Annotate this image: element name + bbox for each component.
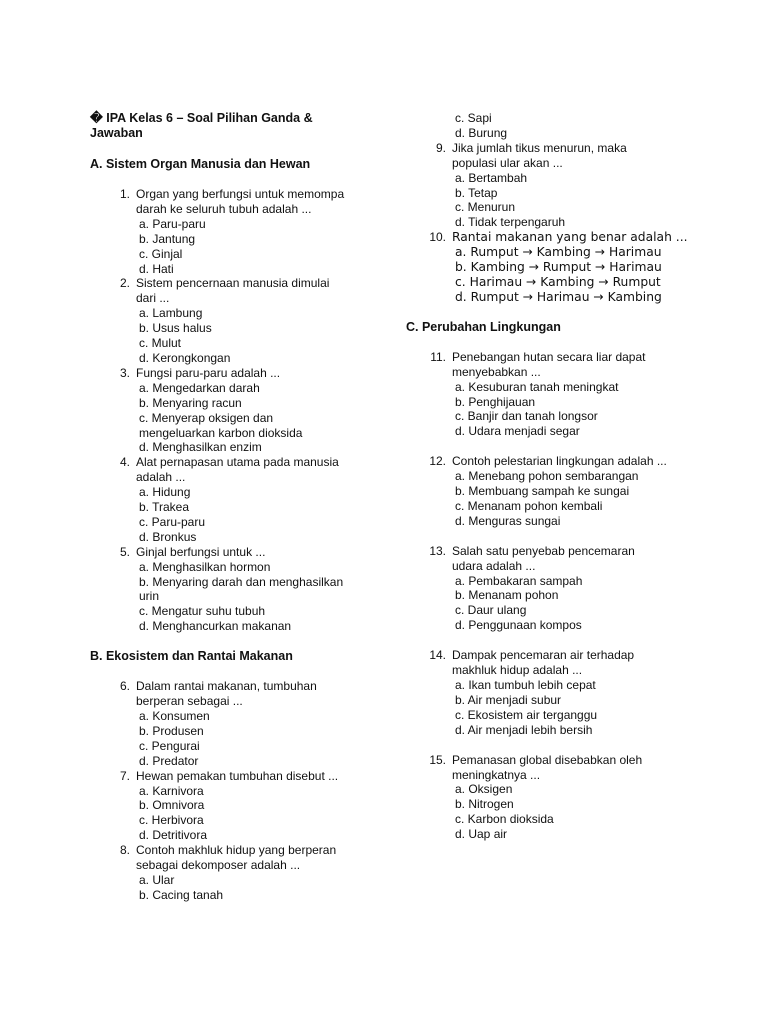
question-text: Penebangan hutan secara liar dapat menyebabkan ... xyxy=(452,349,646,379)
option-a: a. Ular xyxy=(139,872,175,887)
option-d: d. Tidak terpengaruh xyxy=(455,215,566,230)
option-b: b. Menyaring racun xyxy=(139,395,242,410)
question-3 xyxy=(90,366,370,455)
question-number: 3. xyxy=(119,365,130,380)
option-a: a. Menebang pohon sembarangan xyxy=(455,469,639,484)
option-d: d. Air menjadi lebih bersih xyxy=(455,722,593,737)
question-5 xyxy=(90,545,370,634)
option-c: c. Herbivora xyxy=(139,813,204,828)
option-d: d. Menghasilkan enzim xyxy=(139,440,262,455)
question-text: Contoh makhluk hidup yang berperan sebagai dekomposer adalah ... xyxy=(136,843,337,873)
question-number: 13. xyxy=(429,543,446,558)
question-6 xyxy=(90,679,370,768)
question-9 xyxy=(406,141,696,230)
option-b: b. Membuang sampah ke sungai xyxy=(455,484,630,499)
question-text: Dampak pencemaran air terhadap makhluk hidup adalah ... xyxy=(452,648,635,678)
option-c: c. Sapi xyxy=(455,111,492,125)
option-b: b. Produsen xyxy=(139,723,204,738)
option-c: c. Ekosistem air terganggu xyxy=(455,707,598,722)
question-number: 10. xyxy=(429,230,446,245)
option-b: b. Nitrogen xyxy=(455,797,514,812)
question-text: Pemanasan global disebabkan oleh meningkatnya ... xyxy=(452,752,643,782)
question-number: 7. xyxy=(119,768,130,783)
option-d: d. Rumput → Harimau → Kambing xyxy=(455,289,662,304)
option-b: b. Cacing tanah xyxy=(139,887,224,902)
option-b: b. Menyaring darah dan menghasilkan urin xyxy=(139,574,344,604)
question-14 xyxy=(406,648,696,737)
option-b: b. Usus halus xyxy=(139,321,212,336)
option-c: c. Banjir dan tanah longsor xyxy=(455,409,598,424)
question-number: 9. xyxy=(435,140,446,155)
question-12 xyxy=(406,454,696,529)
option-d: d. Udara menjadi segar xyxy=(455,424,580,439)
right-column xyxy=(406,111,696,842)
question-8 xyxy=(90,843,370,903)
question-15 xyxy=(406,753,696,842)
section-title-b: B. Ekosistem dan Rantai Makanan xyxy=(90,649,293,664)
option-b: b. Air menjadi subur xyxy=(455,692,562,707)
option-c: c. Karbon dioksida xyxy=(455,812,554,827)
option-c: c. Menurun xyxy=(455,200,516,215)
question-10 xyxy=(406,230,696,305)
option-d: d. Menguras sungai xyxy=(455,513,561,528)
question-2 xyxy=(90,276,370,365)
option-b: b. Jantung xyxy=(139,231,196,246)
section-title-a: A. Sistem Organ Manusia dan Hewan xyxy=(90,157,311,171)
option-c: c. Pengurai xyxy=(139,738,200,753)
option-d: d. Burung xyxy=(455,125,508,140)
option-d: d. Kerongkongan xyxy=(139,350,231,365)
question-number: 5. xyxy=(119,544,130,559)
question-number: 1. xyxy=(119,187,130,201)
option-b: b. Trakea xyxy=(139,500,190,515)
option-c: c. Daur ulang xyxy=(455,603,527,618)
option-d: d. Predator xyxy=(139,753,199,768)
option-a: a. Konsumen xyxy=(139,709,210,723)
option-a: a. Kesuburan tanah meningkat xyxy=(455,379,619,394)
question-11 xyxy=(406,350,696,439)
question-number: 15. xyxy=(429,752,446,767)
option-c: c. Paru-paru xyxy=(139,514,206,529)
question-text: Ginjal berfungsi untuk ... xyxy=(136,544,266,559)
option-b: b. Tetap xyxy=(455,185,498,200)
option-b: b. Omnivora xyxy=(139,798,205,813)
option-a: a. Karnivora xyxy=(139,783,204,798)
option-a: a. Paru-paru xyxy=(139,216,206,231)
option-d: d. Uap air xyxy=(455,827,508,842)
option-a: a. Oksigen xyxy=(455,782,513,797)
option-b: b. Penghijauan xyxy=(455,394,536,409)
question-8-continued xyxy=(406,111,696,141)
section-title-c: C. Perubahan Lingkungan xyxy=(406,319,561,334)
option-a: a. Bertambah xyxy=(455,170,528,185)
question-1 xyxy=(90,187,370,276)
question-number: 11. xyxy=(430,349,446,364)
option-d: d. Penggunaan kompos xyxy=(455,618,582,633)
option-a: a. Rumput → Kambing → Harimau xyxy=(455,245,662,260)
question-number: 4. xyxy=(119,455,130,470)
option-d: d. Hati xyxy=(139,261,174,276)
question-text: Fungsi paru-paru adalah ... xyxy=(136,365,281,380)
question-number: 8. xyxy=(119,843,130,858)
question-text: Alat pernapasan utama pada manusia adalah ... xyxy=(136,455,339,485)
option-a: a. Hidung xyxy=(139,485,191,500)
option-c: c. Harimau → Kambing → Rumput xyxy=(455,274,661,289)
option-a: a. Menghasilkan hormon xyxy=(139,559,271,574)
option-a: a. Ikan tumbuh lebih cepat xyxy=(455,678,596,692)
option-c: c. Mengatur suhu tubuh xyxy=(139,604,266,619)
question-text: Hewan pemakan tumbuhan disebut ... xyxy=(136,768,339,783)
question-number: 2. xyxy=(119,276,130,291)
question-text: Dalam rantai makanan, tumbuhan berperan sebagai ... xyxy=(136,679,317,709)
option-c: c. Menyerap oksigen dan mengeluarkan karbon dioksida xyxy=(139,410,303,440)
option-d: d. Bronkus xyxy=(139,529,197,544)
question-number: 14. xyxy=(429,648,446,663)
question-text: Rantai makanan yang benar adalah ... xyxy=(452,230,688,245)
left-column xyxy=(90,111,370,903)
question-number: 12. xyxy=(429,454,446,469)
question-number: 6. xyxy=(119,679,130,694)
option-b: b. Kambing → Rumput → Harimau xyxy=(455,260,662,275)
option-a: a. Mengedarkan darah xyxy=(139,380,260,395)
question-text: Contoh pelestarian lingkungan adalah ... xyxy=(452,454,667,469)
question-7 xyxy=(90,769,370,844)
question-text: Jika jumlah tikus menurun, maka populasi ular akan ... xyxy=(452,140,627,170)
option-c: c. Mulut xyxy=(139,336,182,351)
option-a: a. Lambung xyxy=(139,306,203,321)
option-c: c. Menanam pohon kembali xyxy=(455,498,603,513)
question-4 xyxy=(90,455,370,544)
option-c: c. Ginjal xyxy=(139,246,183,261)
question-13 xyxy=(406,544,696,633)
document-title: � IPA Kelas 6 – Soal Pilihan Ganda & Jawaban xyxy=(90,111,313,140)
option-b: b. Menanam pohon xyxy=(455,588,559,603)
question-text: Salah satu penyebab pencemaran udara adalah ... xyxy=(452,543,635,573)
option-d: d. Detritivora xyxy=(139,828,208,843)
question-text: Organ yang berfungsi untuk memompa darah ke seluruh tubuh adalah ... xyxy=(136,187,345,216)
option-a: a. Pembakaran sampah xyxy=(455,573,583,588)
option-d: d. Menghancurkan makanan xyxy=(139,619,292,634)
question-text: Sistem pencernaan manusia dimulai dari ... xyxy=(136,276,330,306)
